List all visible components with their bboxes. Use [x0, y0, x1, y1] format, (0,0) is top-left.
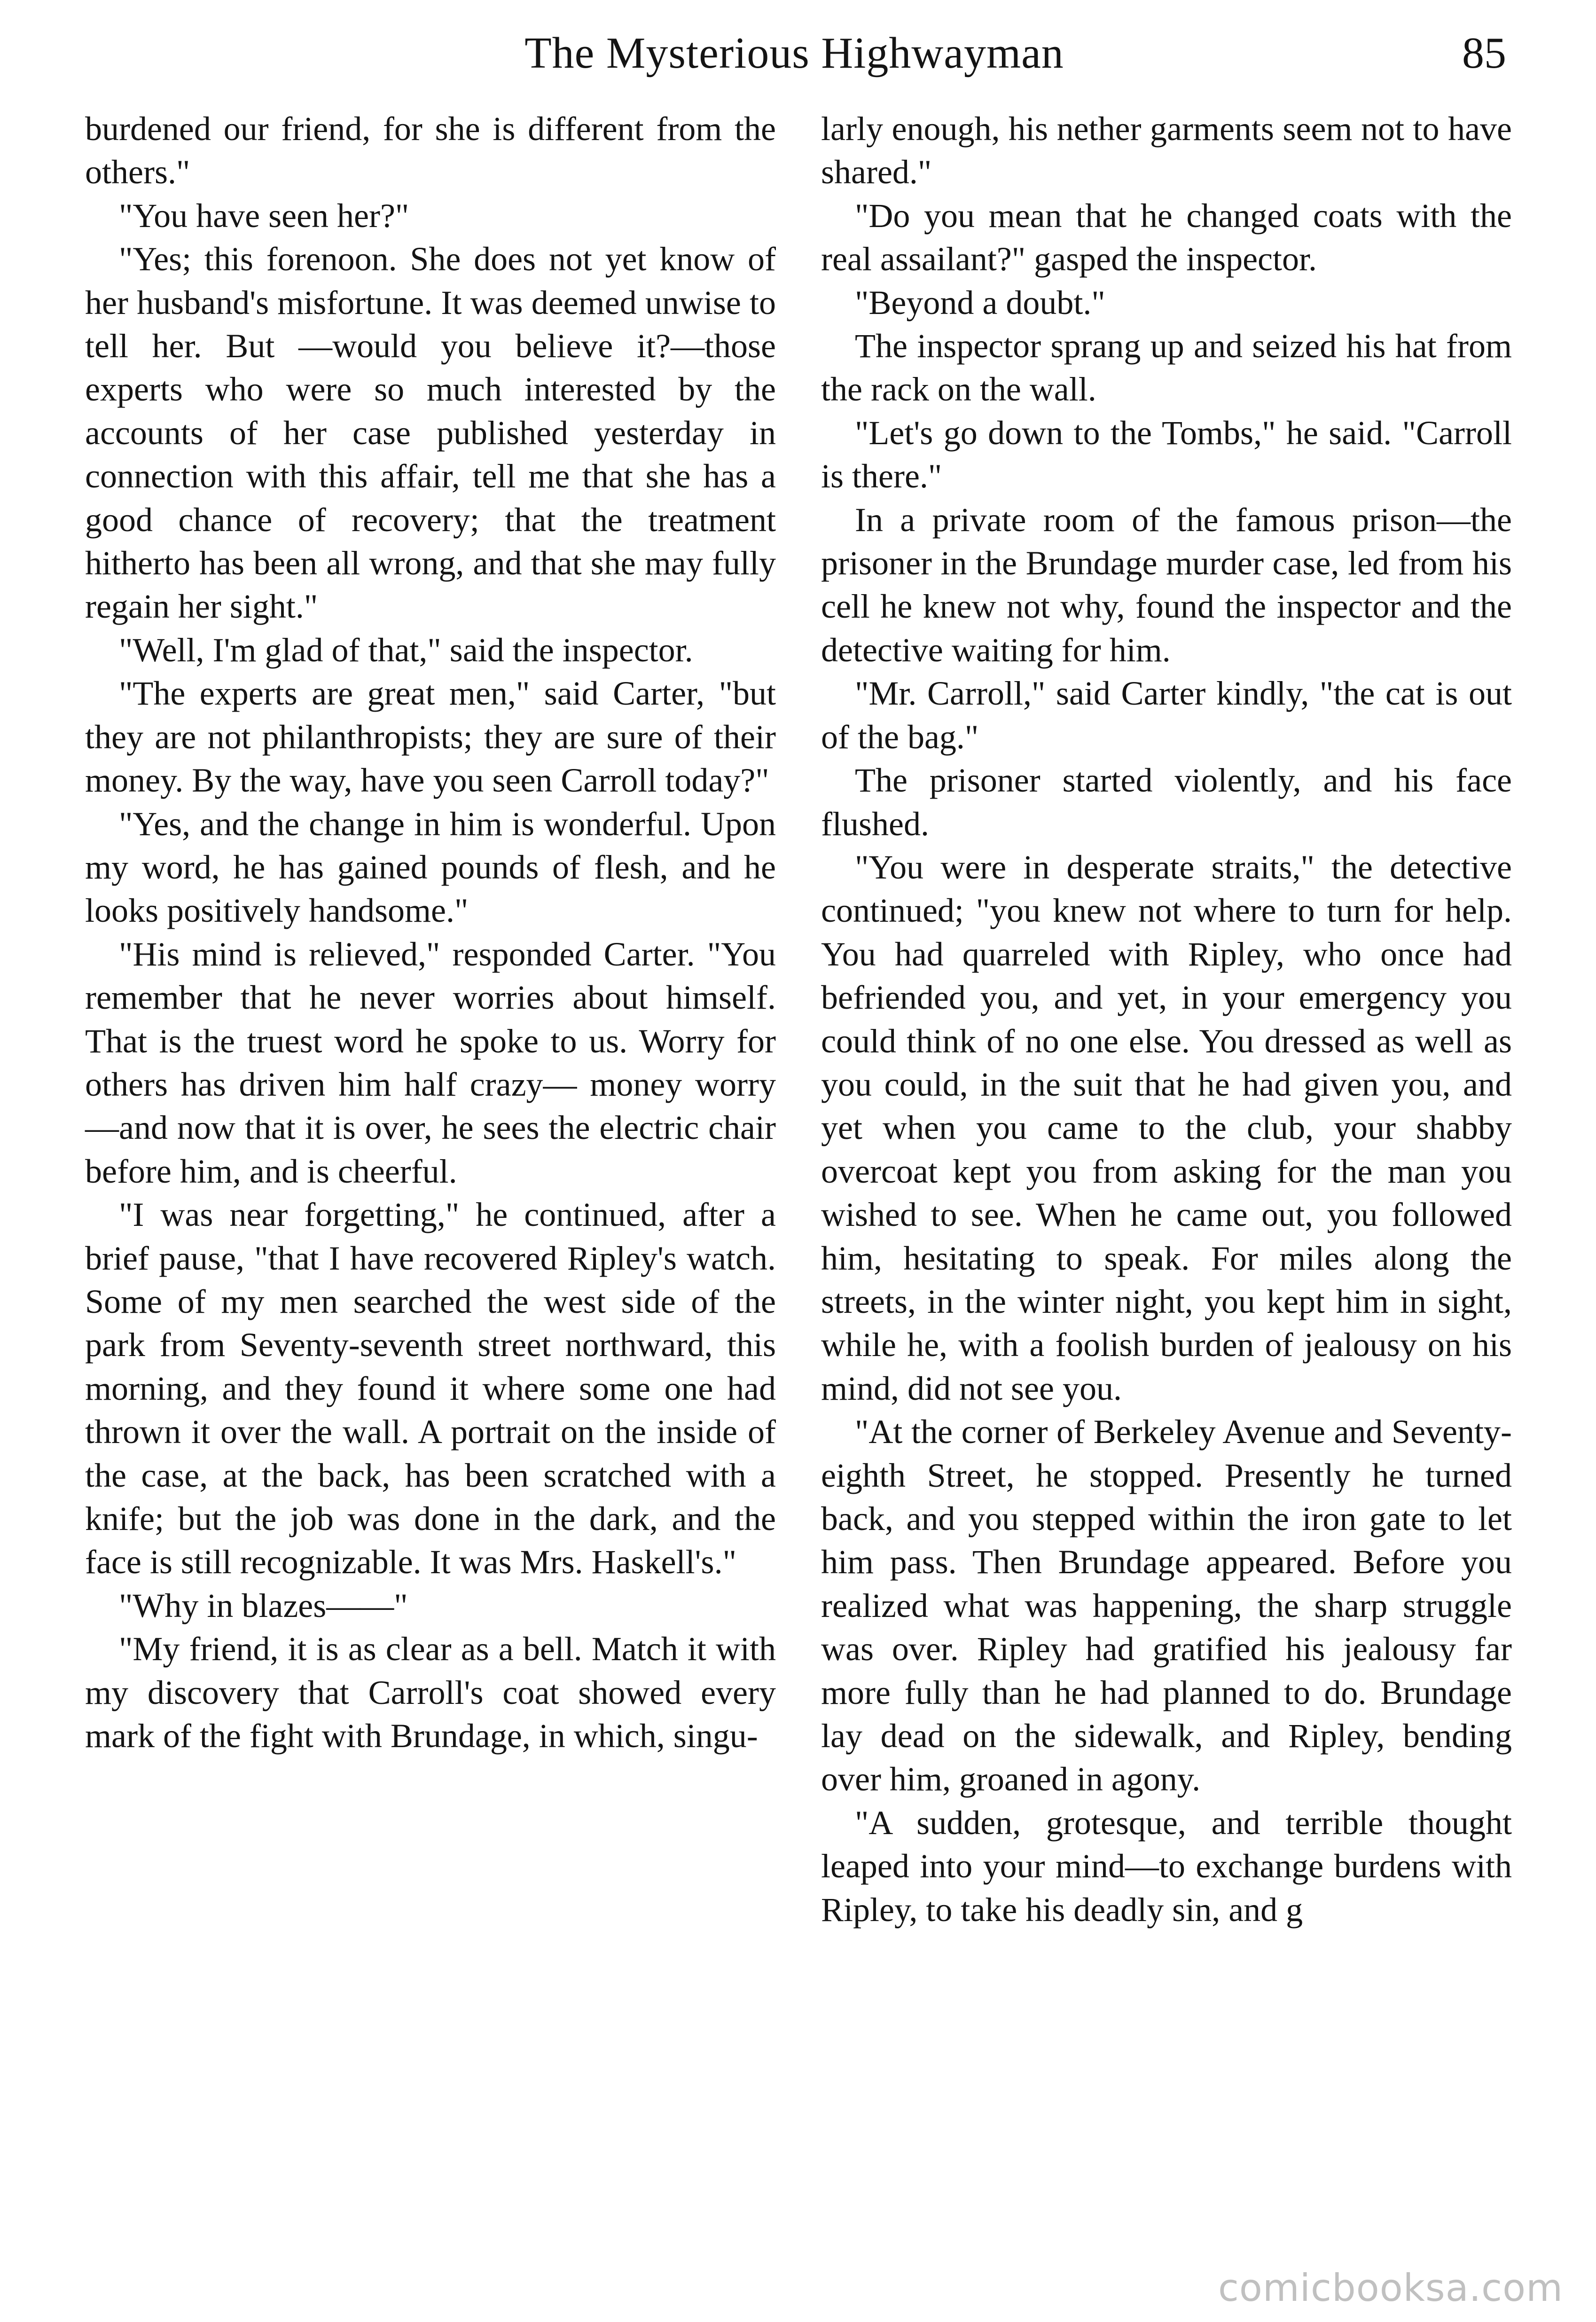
running-title: The Mysterious Highwayman	[524, 29, 1064, 78]
paragraph: The prisoner started violently, and his face flushed.	[821, 761, 1512, 843]
paragraph: "The experts are great men," said Carter, "but they are not philanthropists; they are sure of their money. By the way, have you seen Carroll today?"	[85, 675, 776, 800]
watermark: comicbooksa.com	[1218, 2266, 1563, 2310]
paragraph: "Beyond a doubt."	[855, 283, 1105, 322]
paragraph: larly enough, his nether garments seem not to have shared."	[821, 110, 1512, 191]
paragraph: "You have seen her?"	[119, 196, 409, 235]
page-number: 85	[1462, 29, 1506, 78]
paragraph: "My friend, it is as clear as a bell. Match it with my discovery that Carroll's coat showed every mark of the fight with Brundage, in which, singu-	[85, 1630, 776, 1755]
page-header	[82, 18, 1506, 93]
paragraph: "At the corner of Berkeley Avenue and Seventy-eighth Street, he stopped. Presently he turned back, and you stepped within the iron gate to let him pass. Then Brundage appeared. Before you realized what was happening, the sharp struggle was over. Ripley had gratified his jealousy far more fully than he had planned to do. Brundage lay dead on the sidewalk, and Ripley, bending over him, groaned in agony.	[821, 1413, 1512, 1798]
paragraph: "Why in blazes——"	[119, 1586, 408, 1624]
left-text-column	[85, 107, 776, 1757]
right-text-column	[821, 107, 1512, 1931]
paragraph: "Yes, and the change in him is wonderful. Upon my word, he has gained pounds of flesh, and he looks positively handsome."	[85, 805, 776, 930]
paragraph: burdened our friend, for she is different from the others."	[85, 110, 776, 191]
paragraph: "A sudden, grotesque, and terrible thought leaped into your mind—to exchange burdens with Ripley, to take his deadly sin, and g	[821, 1804, 1512, 1929]
paragraph: The inspector sprang up and seized his hat from the rack on the wall.	[821, 327, 1512, 408]
paragraph: "Mr. Carroll," said Carter kindly, "the cat is out of the bag."	[821, 675, 1512, 756]
paragraph: "Do you mean that he changed coats with the real assailant?" gasped the inspector.	[821, 196, 1512, 278]
paragraph: In a private room of the famous prison—the prisoner in the Brundage murder case, led from his cell he knew not why, found the inspector and the detective waiting for him.	[821, 501, 1512, 669]
paragraph: "His mind is relieved," responded Carter. "You remember that he never worries about himself. That is the truest word he spoke to us. Worry for others has driven him half crazy— money worry—and now that it is over, he sees the electric chair before him, and is cheerful.	[85, 935, 776, 1190]
paragraph: "You were in desperate straits," the detective continued; "you knew not where to turn for help. You had quarreled with Ripley, who once had befriended you, and yet, in your emergency you could think of no one else. You dressed as well as you could, in the suit that he had given you, and yet when you came to the club, your shabby overcoat kept you from asking for the man you wished to see. When he came out, you followed him, hesitating to speak. For miles along the streets, in the winter night, you kept him in sight, while he, with a foolish burden of jealousy on his mind, did not see you.	[821, 848, 1512, 1407]
paragraph: "I was near forgetting," he continued, after a brief pause, "that I have recovered Ripley's watch. Some of my men searched the west side of the park from Seventy-seventh street northward, this morning, and they found it where some one had thrown it over the wall. A portrait on the inside of the case, at the back, has been scratched with a knife; but the job was done in the dark, and the face is still recognizable. It was Mrs. Haskell's."	[85, 1196, 776, 1581]
paragraph: "Yes; this forenoon. She does not yet know of her husband's misfortune. It was deemed unwise to tell her. But —would you believe it?—those experts who were so much interested by the accounts of her case published yesterday in connection with this affair, tell me that she has a good chance of recovery; that the treatment hitherto has been all wrong, and that she may fully regain her sight."	[85, 240, 776, 626]
paragraph: "Let's go down to the Tombs," he said. "Carroll is there."	[821, 414, 1512, 495]
paragraph: "Well, I'm glad of that," said the inspector.	[119, 631, 693, 669]
